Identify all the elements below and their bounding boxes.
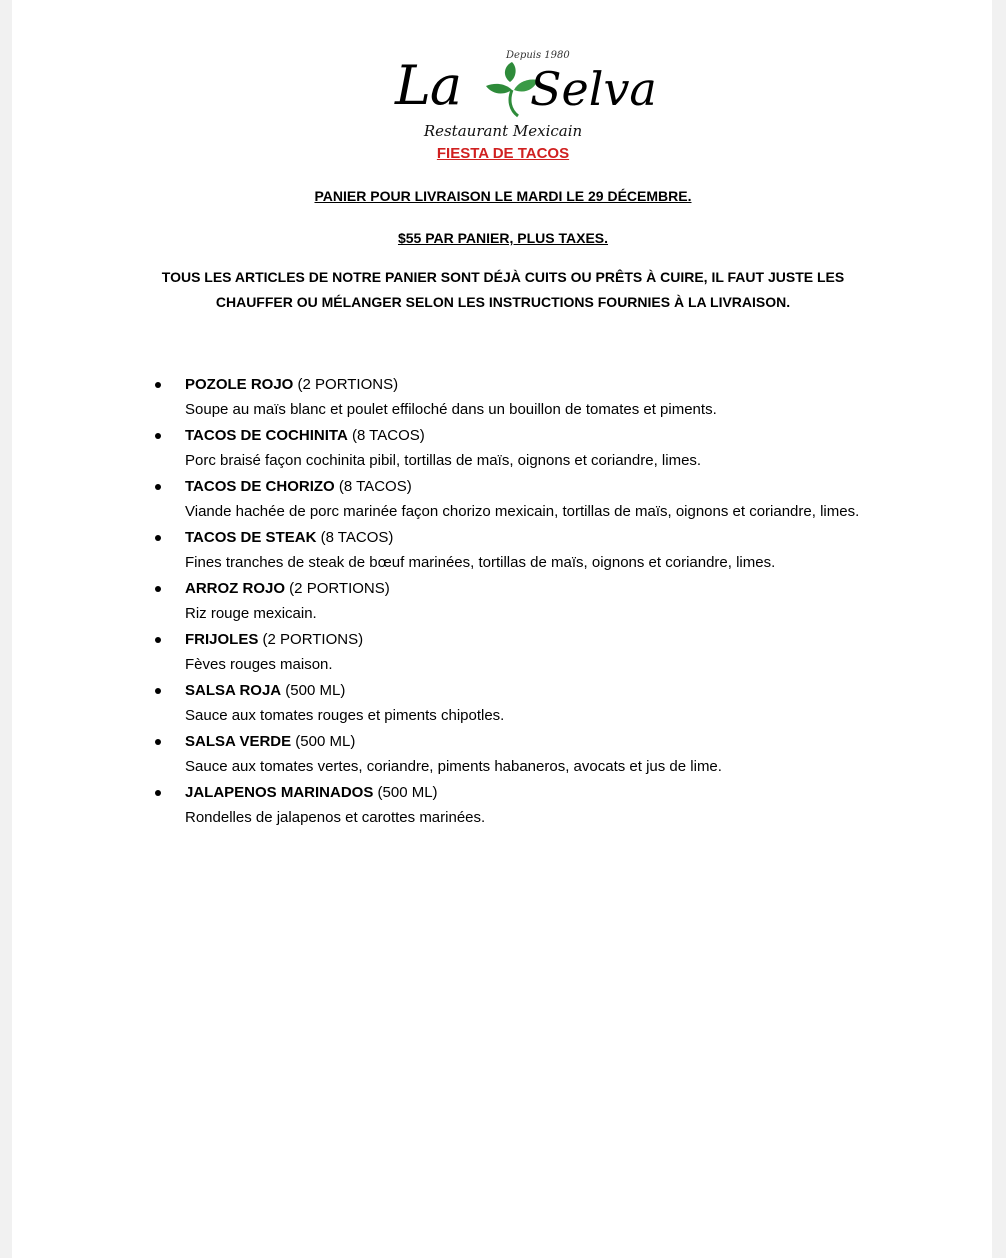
bullet-icon — [155, 790, 161, 796]
menu-item-description: Fèves rouges maison. — [185, 656, 333, 673]
menu-item-quantity: (8 TACOS) — [316, 529, 394, 546]
menu-item-name: SALSA ROJA — [185, 682, 282, 699]
bullet-icon — [155, 688, 161, 694]
menu-item — [148, 729, 888, 779]
instructions-text: TOUS LES ARTICLES DE NOTRE PANIER SONT DÉJÀ CUITS OU PRÊTS À CUIRE, IL FAUT JUSTE LES CHAUFFER OU MÉLANGER SELON LES INSTRUCTIONS FOURNIES À LA LIVRAISON. — [161, 269, 845, 310]
menu-list — [148, 372, 888, 831]
logo-since: Depuis 1980 — [506, 50, 570, 61]
logo-tagline: Restaurant Mexicain — [423, 122, 583, 140]
menu-item-name: TACOS DE STEAK — [185, 529, 317, 546]
menu-item — [148, 372, 888, 422]
menu-item-quantity: (2 PORTIONS) — [258, 631, 364, 648]
menu-item-quantity: (8 TACOS) — [334, 478, 412, 495]
bullet-icon — [155, 484, 161, 490]
menu-item-description: Soupe au maïs blanc et poulet effiloché dans un bouillon de tomates et piments. — [185, 401, 717, 418]
menu-item-name: FRIJOLES — [185, 631, 259, 648]
menu-item-quantity: (2 PORTIONS) — [285, 580, 390, 597]
menu-item-quantity: (500 ML) — [291, 733, 356, 750]
menu-item-name: JALAPENOS MARINADOS — [185, 784, 374, 801]
menu-item-name: TACOS DE COCHINITA — [185, 427, 348, 444]
menu-item-name: SALSA VERDE — [185, 733, 292, 750]
bullet-icon — [155, 586, 161, 592]
event-title: FIESTA DE TACOS — [436, 145, 570, 162]
menu-item-quantity: (500 ML) — [373, 784, 438, 801]
price-headline: $55 PAR PANIER, PLUS TAXES. — [397, 230, 609, 246]
menu-item — [148, 525, 888, 575]
menu-item-quantity: (8 TACOS) — [347, 427, 425, 444]
instructions-headline — [0, 265, 1006, 315]
menu-item-description: Porc braisé façon cochinita pibil, tortillas de maïs, oignons et coriandre, limes. — [185, 452, 702, 469]
menu-item — [148, 627, 888, 677]
delivery-headline: PANIER POUR LIVRAISON LE MARDI LE 29 DÉCEMBRE. — [314, 188, 692, 204]
menu-item-description: Sauce aux tomates rouges et piments chipotles. — [185, 707, 505, 724]
bullet-icon — [155, 535, 161, 541]
menu-item-name: POZOLE ROJO — [185, 376, 294, 393]
menu-item — [148, 423, 888, 473]
menu-item-name: TACOS DE CHORIZO — [185, 478, 335, 495]
menu-item-quantity: (2 PORTIONS) — [293, 376, 399, 393]
menu-item-description: Fines tranches de steak de bœuf marinées, tortillas de maïs, oignons et coriandre, limes. — [185, 554, 776, 571]
bullet-icon — [155, 739, 161, 745]
logo-brand-second: Selva — [530, 62, 657, 116]
menu-item-description: Rondelles de jalapenos et carottes marinées. — [185, 809, 486, 826]
bullet-icon — [155, 637, 161, 643]
menu-item-description: Viande hachée de porc marinée façon chorizo mexicain, tortillas de maïs, oignons et coriandre, limes. — [185, 503, 860, 520]
menu-item-name: ARROZ ROJO — [185, 580, 286, 597]
menu-item — [148, 780, 888, 830]
bullet-icon — [155, 382, 161, 388]
menu-item-description: Riz rouge mexicain. — [185, 605, 317, 622]
menu-item — [148, 678, 888, 728]
logo-brand-first: La — [395, 54, 462, 117]
menu-item-quantity: (500 ML) — [281, 682, 346, 699]
bullet-icon — [155, 433, 161, 439]
menu-item — [148, 474, 888, 524]
menu-item — [148, 576, 888, 626]
menu-item-description: Sauce aux tomates vertes, coriandre, piments habaneros, avocats et jus de lime. — [185, 758, 722, 775]
